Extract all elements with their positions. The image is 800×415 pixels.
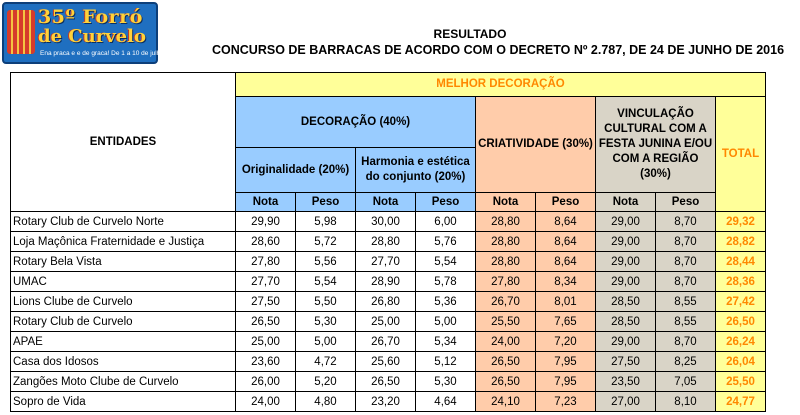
score-cell: 26,50	[236, 312, 296, 332]
table-row	[11, 312, 766, 332]
table-row	[11, 232, 766, 252]
score-cell: 8,10	[656, 392, 716, 412]
table-row	[11, 292, 766, 312]
logo-line-2: de Curvelo	[38, 26, 146, 47]
score-cell: 5,50	[296, 292, 356, 312]
table-row	[11, 392, 766, 412]
score-cell: 24,00	[476, 332, 536, 352]
table-row	[11, 252, 766, 272]
nota-header: Nota	[476, 193, 536, 212]
table-row	[11, 272, 766, 292]
score-cell: 28,90	[356, 272, 416, 292]
table-row	[11, 332, 766, 352]
peso-header: Peso	[656, 193, 716, 212]
peso-header: Peso	[296, 193, 356, 212]
total-cell: 24,77	[716, 392, 766, 412]
score-cell: 5,12	[416, 352, 476, 372]
score-cell: 28,80	[476, 212, 536, 232]
nota-header: Nota	[356, 193, 416, 212]
score-cell: 7,65	[536, 312, 596, 332]
score-cell: 8,70	[656, 332, 716, 352]
results-body	[11, 212, 766, 412]
score-cell: 26,50	[476, 352, 536, 372]
page-title: RESULTADO	[433, 27, 507, 41]
score-cell: 7,95	[536, 352, 596, 372]
score-cell: 24,00	[236, 392, 296, 412]
score-cell: 29,00	[596, 272, 656, 292]
vinculacao-header: VINCULAÇÃO CULTURAL COM A FESTA JUNINA E/OU COM A REGIÃO (30%)	[596, 97, 716, 193]
score-cell: 29,00	[596, 232, 656, 252]
logo-tagline: Ena praca e e de graca! De 1 a 10 de julho de 2016	[40, 50, 190, 57]
total-cell: 25,50	[716, 372, 766, 392]
total-cell: 29,32	[716, 212, 766, 232]
table-row	[11, 212, 766, 232]
score-cell: 27,50	[596, 352, 656, 372]
score-cell: 8,64	[536, 212, 596, 232]
total-cell: 27,42	[716, 292, 766, 312]
score-cell: 4,80	[296, 392, 356, 412]
score-cell: 4,72	[296, 352, 356, 372]
score-cell: 27,00	[596, 392, 656, 412]
entities-header: ENTIDADES	[11, 73, 236, 212]
score-cell: 5,34	[416, 332, 476, 352]
score-cell: 5,20	[296, 372, 356, 392]
score-cell: 4,64	[416, 392, 476, 412]
score-cell: 7,20	[536, 332, 596, 352]
score-cell: 7,05	[656, 372, 716, 392]
peso-header: Peso	[536, 193, 596, 212]
logo-line-1: 35º Forró	[38, 6, 143, 28]
entity-name: APAE	[11, 332, 236, 352]
harmonia-header: Harmonia e estética do conjunto (20%)	[356, 148, 476, 193]
score-cell: 23,20	[356, 392, 416, 412]
score-cell: 25,00	[356, 312, 416, 332]
nota-header: Nota	[236, 193, 296, 212]
peso-header: Peso	[416, 193, 476, 212]
score-cell: 8,25	[656, 352, 716, 372]
score-cell: 8,70	[656, 232, 716, 252]
score-cell: 27,80	[236, 252, 296, 272]
score-cell: 5,54	[296, 272, 356, 292]
score-cell: 29,00	[596, 252, 656, 272]
total-cell: 26,24	[716, 332, 766, 352]
score-cell: 5,30	[416, 372, 476, 392]
score-cell: 28,50	[596, 312, 656, 332]
originalidade-header: Originalidade (20%)	[236, 148, 356, 193]
score-cell: 26,00	[236, 372, 296, 392]
page-subtitle: CONCURSO DE BARRACAS DE ACORDO COM O DECRETO Nº 2.787, DE 24 DE JUNHO DE 2016	[212, 43, 785, 57]
score-cell: 26,50	[356, 372, 416, 392]
group-header: MELHOR DECORAÇÃO	[236, 73, 766, 97]
score-cell: 26,80	[356, 292, 416, 312]
score-cell: 24,10	[476, 392, 536, 412]
accordion-icon	[7, 10, 35, 54]
score-cell: 7,95	[536, 372, 596, 392]
score-cell: 5,78	[416, 272, 476, 292]
score-cell: 25,00	[236, 332, 296, 352]
entity-name: Casa dos Idosos	[11, 352, 236, 372]
score-cell: 28,60	[236, 232, 296, 252]
score-cell: 5,76	[416, 232, 476, 252]
total-cell: 26,50	[716, 312, 766, 332]
nota-header: Nota	[596, 193, 656, 212]
score-cell: 29,00	[596, 332, 656, 352]
entity-name: Rotary Club de Curvelo	[11, 312, 236, 332]
score-cell: 5,54	[416, 252, 476, 272]
score-cell: 8,01	[536, 292, 596, 312]
score-cell: 27,50	[236, 292, 296, 312]
score-cell: 5,00	[416, 312, 476, 332]
entity-name: Sopro de Vida	[11, 392, 236, 412]
entity-name: Loja Maçônica Fraternidade e Justiça	[11, 232, 236, 252]
score-cell: 26,70	[356, 332, 416, 352]
score-cell: 30,00	[356, 212, 416, 232]
score-cell: 8,55	[656, 292, 716, 312]
score-cell: 28,80	[356, 232, 416, 252]
total-cell: 26,04	[716, 352, 766, 372]
score-cell: 5,98	[296, 212, 356, 232]
score-cell: 5,56	[296, 252, 356, 272]
total-cell: 28,36	[716, 272, 766, 292]
score-cell: 29,00	[596, 212, 656, 232]
score-cell: 26,50	[476, 372, 536, 392]
score-cell: 8,70	[656, 252, 716, 272]
table-row	[11, 352, 766, 372]
score-cell: 8,70	[656, 272, 716, 292]
score-cell: 23,60	[236, 352, 296, 372]
score-cell: 28,50	[596, 292, 656, 312]
score-cell: 26,70	[476, 292, 536, 312]
entity-name: Zangões Moto Clube de Curvelo	[11, 372, 236, 392]
festival-logo	[2, 2, 190, 64]
entity-name: UMAC	[11, 272, 236, 292]
score-cell: 25,60	[356, 352, 416, 372]
score-cell: 5,36	[416, 292, 476, 312]
entity-name: Rotary Club de Curvelo Norte	[11, 212, 236, 232]
score-cell: 28,80	[476, 252, 536, 272]
criatividade-header: CRIATIVIDADE (30%)	[476, 97, 596, 193]
score-cell: 28,80	[476, 232, 536, 252]
score-cell: 5,72	[296, 232, 356, 252]
score-cell: 8,34	[536, 272, 596, 292]
decoracao-header: DECORAÇÃO (40%)	[236, 97, 476, 148]
entity-name: Lions Clube de Curvelo	[11, 292, 236, 312]
table-row	[11, 372, 766, 392]
score-cell: 8,55	[656, 312, 716, 332]
entity-name: Rotary Bela Vista	[11, 252, 236, 272]
score-cell: 8,64	[536, 232, 596, 252]
total-cell: 28,82	[716, 232, 766, 252]
score-cell: 27,70	[236, 272, 296, 292]
score-cell: 23,50	[596, 372, 656, 392]
total-header: TOTAL	[716, 97, 766, 212]
score-cell: 27,80	[476, 272, 536, 292]
score-cell: 5,30	[296, 312, 356, 332]
score-cell: 8,64	[536, 252, 596, 272]
score-cell: 27,70	[356, 252, 416, 272]
score-cell: 8,70	[656, 212, 716, 232]
score-cell: 25,50	[476, 312, 536, 332]
score-cell: 6,00	[416, 212, 476, 232]
score-cell: 5,00	[296, 332, 356, 352]
total-cell: 28,44	[716, 252, 766, 272]
score-cell: 29,90	[236, 212, 296, 232]
score-cell: 7,23	[536, 392, 596, 412]
results-table	[10, 72, 766, 412]
